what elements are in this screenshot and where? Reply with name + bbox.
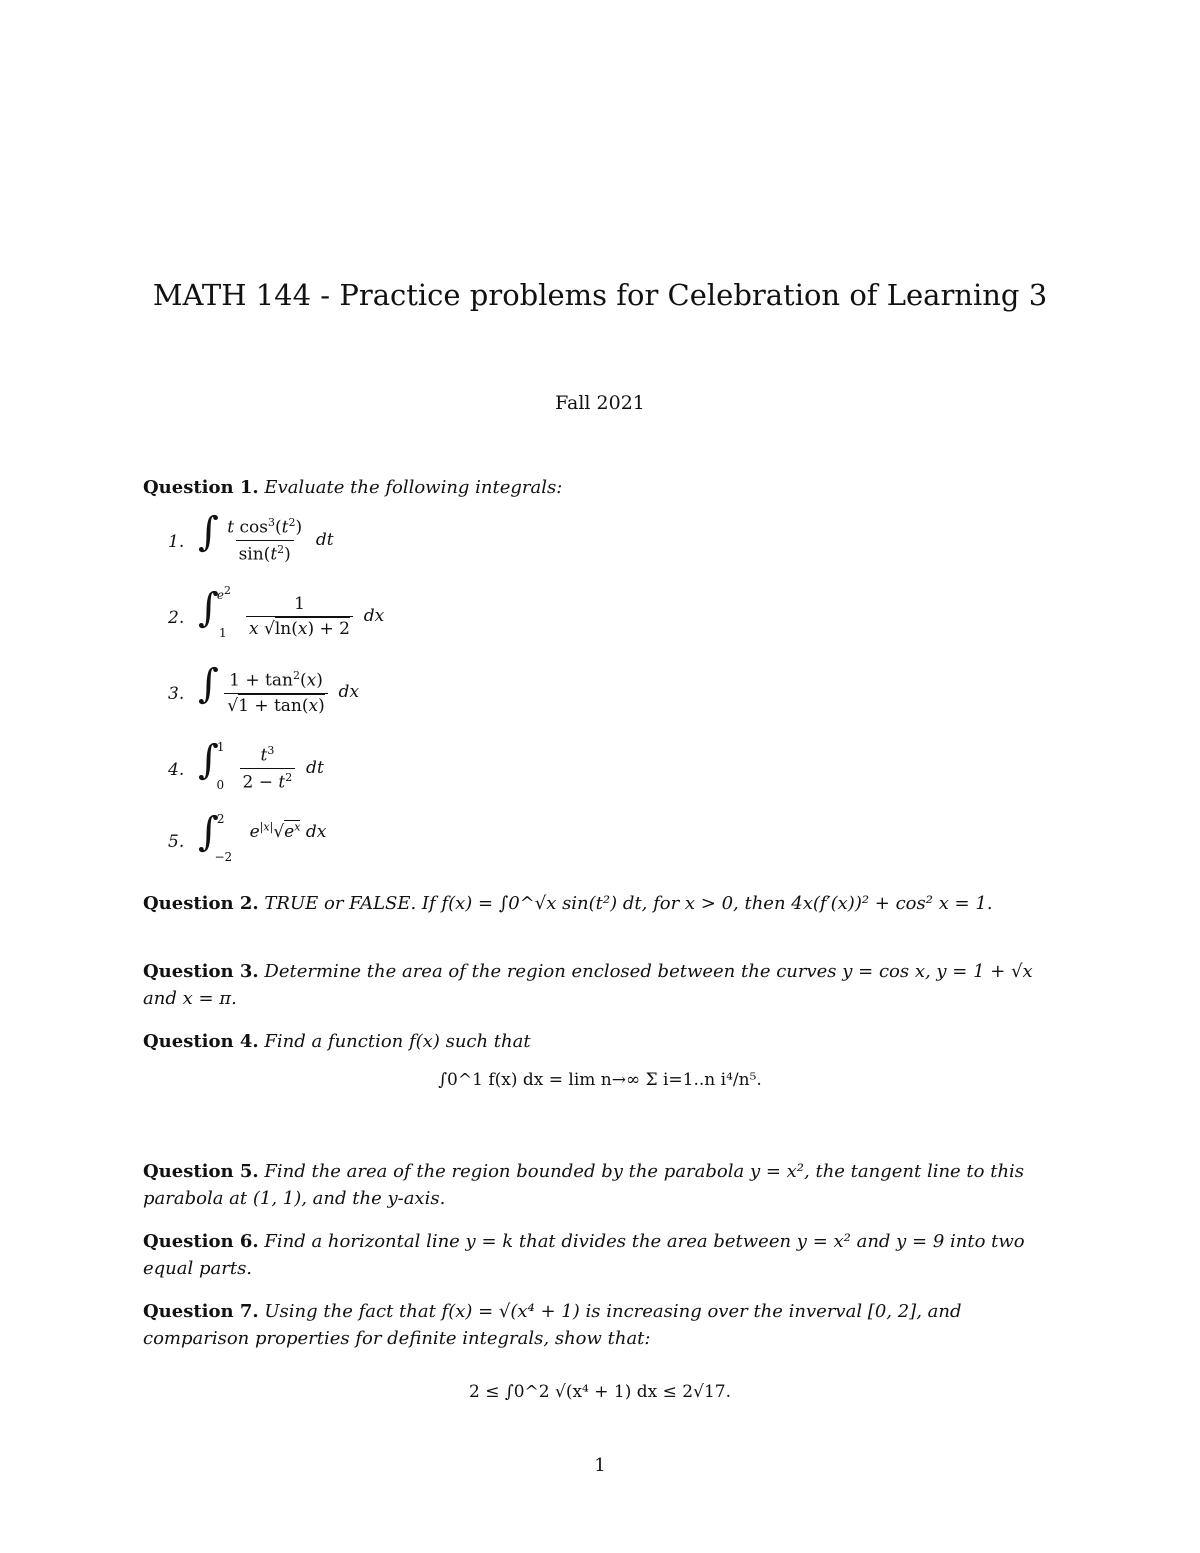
question-2 [143,890,1061,917]
equation-q4: ∫0^1 f(x) dx = lim n→∞ Σ i=1..n i⁴/n⁵. [438,1070,762,1090]
question-text: Find the area of the region bounded by the parabola y = x², the tangent line to this parabola at (1, 1), and the y-axis. [143,1161,1025,1209]
question-text: Evaluate the following integrals: [264,477,563,498]
question-4 [143,1028,1061,1055]
page-number: 1 [594,1455,606,1476]
question-7 [143,1298,1061,1352]
equation-q7: 2 ≤ ∫0^2 √(x⁴ + 1) dx ≤ 2√17. [469,1382,731,1402]
question-label: Question 6. [143,1231,259,1252]
question-text: Find a function f(x) such that [264,1031,531,1052]
question-text: TRUE or FALSE. If f(x) = ∫0^√x sin(t²) dt, for x > 0, then 4x(f′(x))² + cos² x = 1. [264,893,993,914]
integral-4: ∫$^1_0$ $\frac{t^3}{2 - t^2}$ dt [198,737,324,793]
question-5 [143,1158,1061,1212]
question-text: Find a horizontal line y = k that divides the area between y = x² and y = 9 into two equal parts. [143,1231,1025,1279]
question-text: Determine the area of the region enclosed between the curves y = cos x, y = 1 + √x and x = π. [143,961,1033,1009]
question-label: Question 3. [143,961,259,982]
integral-5: ∫$^2_{-2}$ $e^{|x|}√e^x$ dx [198,809,327,864]
integral-2: ∫$^{e^2}_1$ $\frac{1}{x √\ln(x) + 2}$ dx [198,584,385,640]
question-label: Question 5. [143,1161,259,1182]
item-number: 3. [168,684,185,704]
question-text: Using the fact that f(x) = √(x⁴ + 1) is increasing over the inverval [0, 2], and comparison properties for definite integrals, show that: [143,1301,962,1349]
question-label: Question 1. [143,477,259,498]
integral-1: ∫ $\frac{t \cos^3(t^2)}{\sin(t^2)}$ dt [198,509,334,565]
question-3 [143,958,1061,1012]
question-6 [143,1228,1061,1282]
item-number: 2. [168,608,185,628]
integral-3: ∫ $\frac{1 + \tan^2(x)}{√1 + \tan(x)}$ dx [198,661,360,716]
page-title: MATH 144 - Practice problems for Celebration of Learning 3 [152,278,1048,312]
item-number: 5. [168,832,185,852]
term-label: Fall 2021 [555,392,645,414]
question-label: Question 7. [143,1301,259,1322]
question-label: Question 4. [143,1031,259,1052]
item-number: 1. [168,532,185,552]
question-label: Question 2. [143,893,259,914]
item-number: 4. [168,760,185,780]
question-1 [143,474,1061,501]
